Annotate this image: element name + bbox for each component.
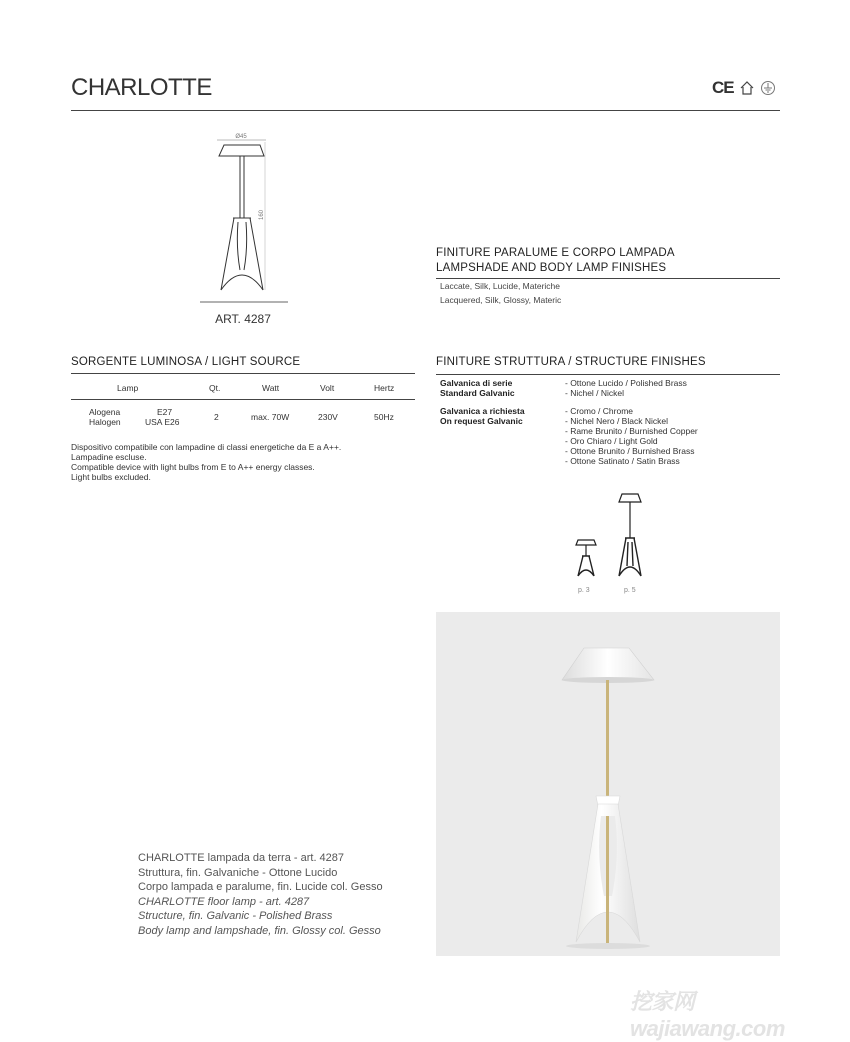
- ce-mark: CE: [712, 78, 734, 97]
- lamp-hertz: 50Hz: [374, 412, 394, 422]
- col-lamp: Lamp: [117, 383, 139, 393]
- note-line: Light bulbs excluded.: [71, 472, 151, 482]
- note-line: Lampadine escluse.: [71, 452, 147, 462]
- ground-class-icon: [760, 80, 776, 96]
- lamp-quantity: 2: [214, 412, 219, 422]
- standard-label-en: Standard Galvanic: [440, 388, 515, 398]
- indoor-house-icon: [739, 80, 755, 96]
- light-source-title: SORGENTE LUMINOSA / LIGHT SOURCE: [71, 356, 301, 368]
- on-request-galvanic-label: [440, 406, 525, 426]
- page-title: CHARLOTTE: [71, 74, 212, 101]
- table-lamp-page-ref: p. 3: [578, 587, 590, 594]
- technical-drawing: [200, 130, 290, 310]
- caption-line-it: Corpo lampada e paralume, fin. Lucide col. Gesso: [138, 881, 383, 893]
- finish-option: - Ottone Satinato / Satin Brass: [565, 456, 680, 466]
- structure-finishes-title: FINITURE STRUTTURA / STRUCTURE FINISHES: [436, 356, 706, 368]
- shade-finishes-en: Lacquered, Silk, Glossy, Materic: [440, 295, 562, 305]
- on-request-galvanic-values: [565, 406, 698, 466]
- on-request-label-it: Galvanica a richiesta: [440, 406, 525, 416]
- shade-finishes-divider: [436, 278, 780, 279]
- floor-lamp-page-ref: p. 5: [624, 587, 636, 594]
- light-source-divider: [71, 373, 415, 374]
- socket-primary: E27: [157, 407, 173, 417]
- lamp-type-it: Alogena: [89, 407, 121, 417]
- shade-finishes-title-en: LAMPSHADE AND BODY LAMP FINISHES: [436, 261, 667, 274]
- shade-finishes-title-it: FINITURE PARALUME E CORPO LAMPADA: [436, 247, 675, 259]
- col-hertz: Hertz: [374, 383, 395, 393]
- finish-option: - Ottone Brunito / Burnished Brass: [565, 446, 695, 456]
- product-photo: [436, 612, 780, 956]
- caption-line-en: CHARLOTTE floor lamp - art. 4287: [138, 895, 310, 908]
- socket-secondary: USA E26: [145, 417, 180, 427]
- caption-line-en: Structure, fin. Galvanic - Polished Brass: [138, 910, 333, 922]
- shade-finishes-title: [436, 246, 675, 275]
- structure-finishes-divider: [436, 374, 780, 375]
- finish-option: - Ottone Lucido / Polished Brass: [565, 378, 687, 388]
- on-request-label-en: On request Galvanic: [440, 416, 523, 426]
- caption-line-it: Struttura, fin. Galvaniche - Ottone Lucido: [138, 866, 338, 879]
- col-volt: Volt: [320, 383, 335, 393]
- compatibility-note: [71, 442, 341, 482]
- note-line: Compatible device with light bulbs from E to A++ energy classes.: [71, 462, 315, 472]
- diameter-label: Ø45: [235, 134, 247, 140]
- site-watermark: 挖家网 wajiawang.com: [630, 989, 785, 1041]
- height-label: 160: [259, 209, 265, 220]
- caption-line-it: CHARLOTTE lampada da terra - art. 4287: [138, 852, 345, 864]
- table-lamp-thumbnail: [574, 538, 598, 578]
- standard-galvanic-values: [565, 378, 687, 398]
- note-line: Dispositivo compatibile con lampadine di classi energetiche da E a A++.: [71, 442, 342, 452]
- lamp-volt: 230V: [318, 412, 338, 422]
- standard-label-it: Galvanica di serie: [440, 378, 513, 388]
- floor-lamp-illustration: [436, 612, 780, 956]
- lamp-watt: max. 70W: [251, 412, 290, 422]
- finish-option: - Rame Brunito / Burnished Copper: [565, 426, 698, 436]
- certification-marks: [712, 78, 776, 98]
- standard-galvanic-label: [440, 378, 515, 398]
- col-qt: Qt.: [209, 383, 221, 393]
- caption-line-en: Body lamp and lampshade, fin. Glossy col. Gesso: [138, 924, 381, 937]
- shade-finishes-it: Laccate, Silk, Lucide, Materiche: [440, 281, 561, 291]
- floor-lamp-thumbnail: [614, 492, 646, 578]
- lamp-type-en: Halogen: [89, 417, 121, 427]
- article-number: ART. 4287: [215, 312, 271, 326]
- finish-option: - Cromo / Chrome: [565, 406, 634, 416]
- header-divider: [71, 110, 780, 111]
- finish-option: - Oro Chiaro / Light Gold: [565, 436, 658, 446]
- light-source-header-divider: [71, 399, 415, 400]
- col-watt: Watt: [262, 383, 280, 393]
- finish-option: - Nichel Nero / Black Nickel: [565, 416, 668, 426]
- finish-option: - Nichel / Nickel: [565, 388, 625, 398]
